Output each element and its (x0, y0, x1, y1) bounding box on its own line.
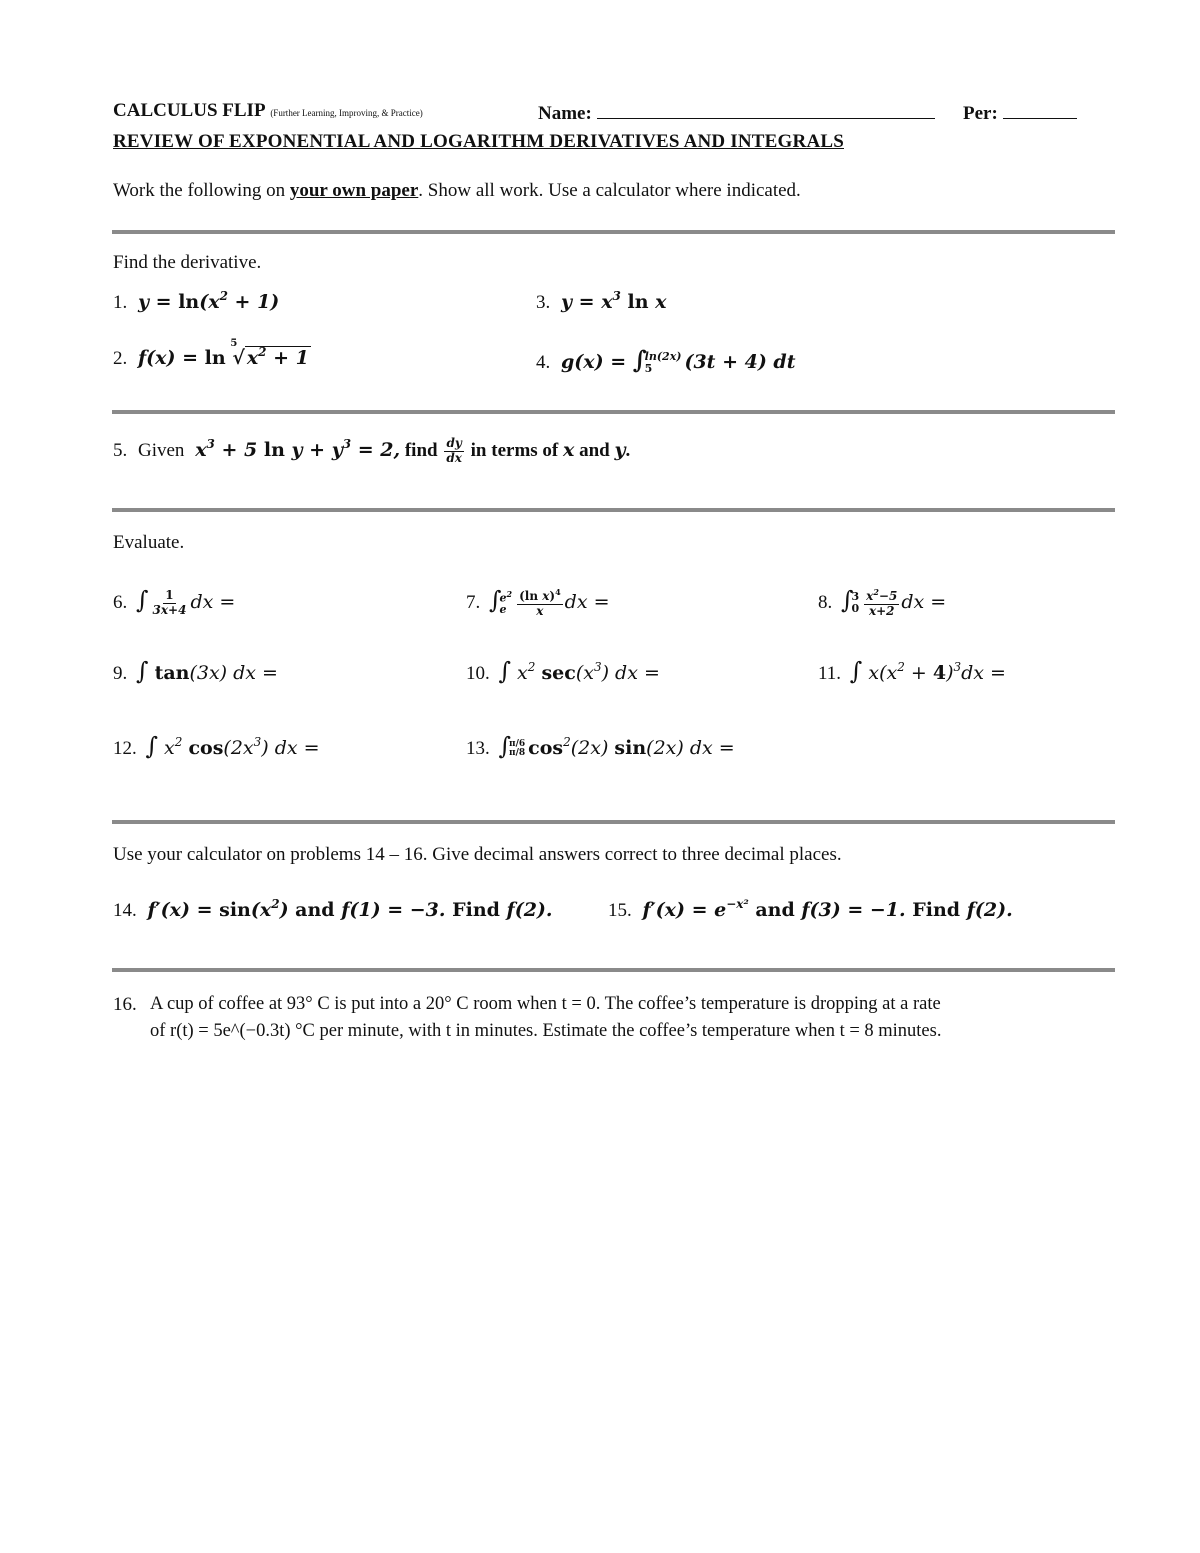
problem-tail: in terms of x and y. (470, 439, 631, 461)
problem-expr: ∫ $e^2$ e $\frac{(\ln x)^4}{x}$ dx = (489, 586, 610, 618)
problem-number: 11. (818, 663, 842, 684)
per-label: Per: (963, 103, 998, 124)
problem-13 (466, 732, 735, 760)
divider (112, 820, 1115, 824)
instructions-pre: Work the following on (113, 180, 290, 201)
problem-number: 12. (113, 738, 137, 759)
dy-dx-fraction (444, 437, 464, 466)
derivative-heading: Find the derivative. (113, 252, 262, 273)
problem-expr: $f'(x) = e^{-x^2}$ and f(3) = −1. Find f(2). (642, 897, 1013, 921)
problem-expr: $y = \ln(x^2 + 1)$ (138, 289, 280, 313)
problem-number: 1. (113, 292, 128, 313)
problem-expr: ∫ π/6 π/8 $\cos^2(2x)$ sin(2x) dx = (498, 732, 735, 760)
divider (112, 230, 1115, 234)
fraction-numerator: dy (446, 436, 462, 451)
problem-7 (466, 586, 610, 618)
instructions (113, 180, 801, 202)
problem-15 (608, 897, 1013, 922)
problem-number: 14. (113, 900, 137, 921)
name-field-label (538, 100, 935, 125)
problem-number: 6. (113, 592, 128, 613)
per-field-label (963, 100, 1077, 125)
problem-number: 2. (113, 348, 128, 369)
page-title: REVIEW OF EXPONENTIAL AND LOGARITHM DERIVATIVES AND INTEGRALS (113, 131, 844, 152)
problem-number: 8. (818, 592, 833, 613)
name-input-line[interactable] (597, 100, 935, 119)
problem-number: 9. (113, 663, 128, 684)
problem-expr: ∫ $x^2$ $\sec(x^3)$ dx = (498, 657, 660, 685)
problem-number: 4. (536, 352, 551, 373)
problem-16 (113, 994, 137, 1016)
problem-number: 3. (536, 292, 551, 313)
problem-16-line-1: A cup of coffee at 93° C is put into a 20° C room when t = 0. The coffee’s temperature is dropping at a rate (150, 994, 941, 1014)
per-input-line[interactable] (1003, 100, 1077, 119)
problem-number: 5. (113, 440, 128, 461)
problem-5 (113, 437, 630, 466)
header-line (113, 100, 423, 122)
problem-4 (536, 345, 796, 375)
problem-9 (113, 657, 278, 685)
problem-3 (536, 289, 667, 314)
problem-expr: ∫ $x(x^2 + 4)^3dx$ = (849, 657, 1006, 685)
problem-number: 10. (466, 663, 490, 684)
problem-expr: ∫ $\frac{1}{3x+4}$ dx = (136, 586, 236, 617)
instructions-emph: your own paper (289, 180, 419, 201)
fraction-denominator: dx (446, 451, 462, 466)
problem-expr: ∫ tan(3x) dx = (136, 657, 278, 685)
find-label: find (404, 440, 438, 461)
problem-number: 13. (466, 738, 490, 759)
problem-2 (113, 338, 311, 370)
divider (112, 410, 1115, 414)
problem-16-line-2: of r(t) = 5e^(−0.3t) °C per minute, with t in minutes. Estimate the coffee’s temperature when t = 8 minutes. (150, 1021, 942, 1041)
problem-expr: $f'(x) = \sin(x^2)$ and f(1) = −3. Find f(2). (147, 897, 553, 921)
problem-8 (818, 586, 946, 618)
problem-10 (466, 657, 660, 685)
problem-6 (113, 586, 235, 617)
problem-expr: f(x) = ln 5 √ $x^2 + 1$ (138, 338, 309, 369)
evaluate-heading: Evaluate. (113, 532, 185, 553)
problem-number: 7. (466, 592, 481, 613)
problem-number: 15. (608, 900, 632, 921)
instructions-post: . Show all work. Use a calculator where indicated. (418, 180, 801, 201)
given-label: Given (138, 440, 185, 461)
divider (112, 508, 1115, 512)
problem-expr: g(x) = ∫ ln(2x) 5 (3t + 4) dt (561, 345, 796, 375)
problem-expr: $x^3 + 5$ $\ln y + y^3 = 2$, (195, 437, 401, 461)
divider (112, 968, 1115, 972)
problem-expr: ∫ 3 0 $\frac{x^2-5}{x+2}$ dx = (841, 586, 947, 618)
problem-12 (113, 732, 320, 760)
problem-11 (818, 657, 1006, 685)
problem-1 (113, 289, 279, 314)
name-label: Name: (538, 103, 592, 124)
problem-14 (113, 897, 553, 922)
problem-number: 16. (113, 994, 137, 1015)
problem-expr: ∫ $x^2$ $\cos(2x^3)$ dx = (145, 732, 320, 760)
problem-expr: $y = x^3$ ln x (561, 289, 667, 313)
course-title: CALCULUS FLIP (113, 100, 266, 121)
course-note: (Further Learning, Improving, & Practice) (270, 108, 423, 118)
calculator-heading: Use your calculator on problems 14 – 16. Give decimal answers correct to three decimal places. (113, 844, 842, 865)
